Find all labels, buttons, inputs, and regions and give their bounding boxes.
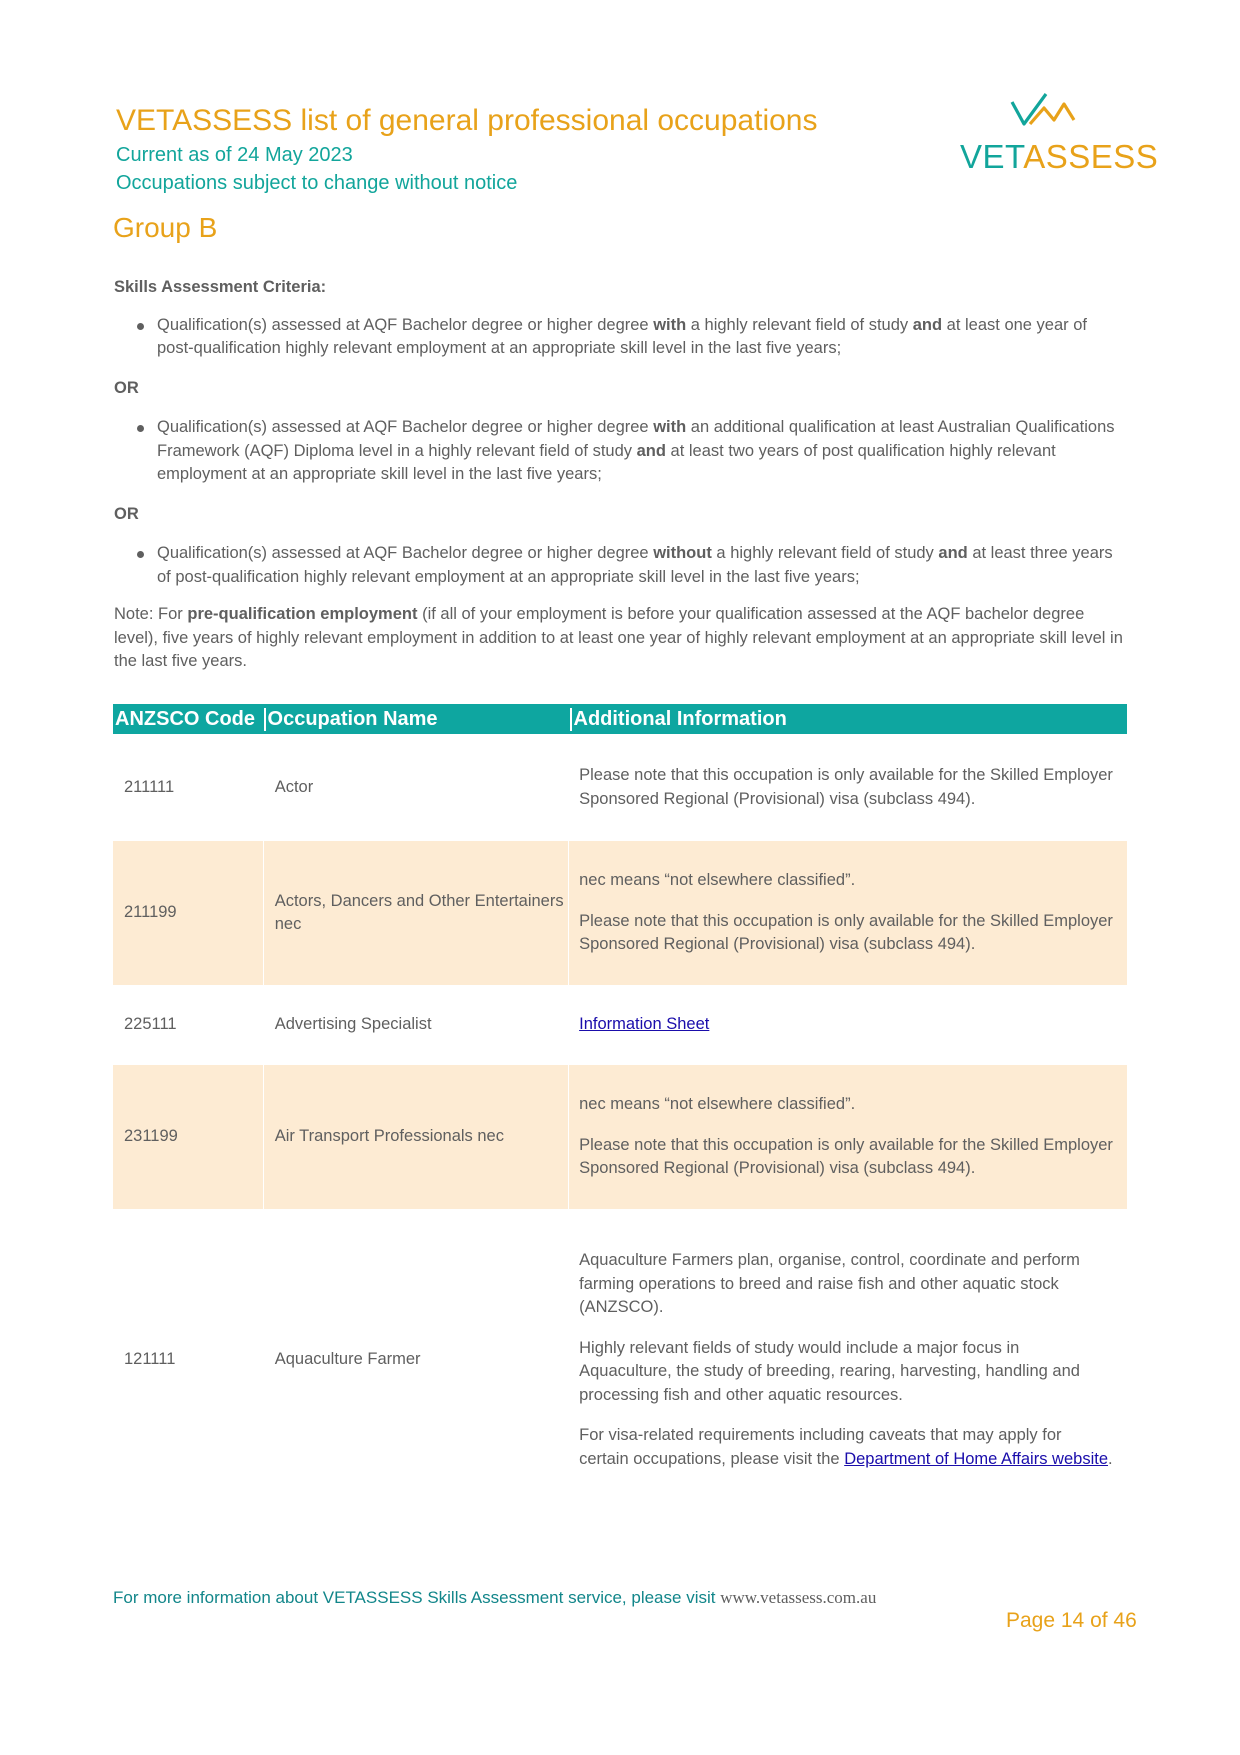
additional-info: nec means “not elsewhere classified”. Please note that this occupation is only available for the Skilled Employer Sponsored Regional (Provisional) visa (subclass 494). (568, 841, 1127, 985)
footer-website-link[interactable]: www.vetassess.com.au (720, 1588, 877, 1607)
header-additional-information: Additional Information (570, 708, 1127, 731)
occupation-table (113, 704, 1127, 1511)
occupation-name: Actor (263, 734, 568, 841)
criteria-option-3: Qualification(s) assessed at AQF Bachelor degree or higher degree without a highly relevant field of study and at least three years of post-qualification highly relevant employment at an appropriate skill level in the last five years; (157, 542, 1124, 589)
information-sheet-link[interactable]: Information Sheet (579, 1015, 710, 1034)
anzsco-code: 121111 (124, 1350, 176, 1369)
anzsco-code: 231199 (124, 1127, 178, 1146)
logo-vet-text: VET (960, 138, 1024, 175)
occupation-name: Aquaculture Farmer (263, 1209, 568, 1511)
skills-criteria (114, 276, 1124, 690)
anzsco-code: 211199 (124, 903, 177, 922)
table-row (113, 1065, 1127, 1209)
additional-info: nec means “not elsewhere classified”. Please note that this occupation is only available for the Skilled Employer Sponsored Regional (Provisional) visa (subclass 494). (568, 1065, 1127, 1209)
pre-qualification-note: Note: For pre-qualification employment (if all of your employment is before your qualification assessed at the AQF bachelor degree level), five years of highly relevant employment in addition to at least one year of highly relevant employment at an appropriate skill level in the last five years. (114, 605, 1123, 670)
table-row (113, 985, 1127, 1065)
change-notice: Occupations subject to change without notice (116, 172, 518, 194)
or-separator: OR (114, 378, 139, 397)
occupation-name: Actors, Dancers and Other Entertainers nec (263, 841, 568, 985)
or-separator: OR (114, 504, 139, 523)
criteria-option-1: Qualification(s) assessed at AQF Bachelor degree or higher degree with a highly relevant field of study and at least one year of post-qualification highly relevant employment at an appropriate skill level in the last five years; (157, 314, 1124, 361)
document-title: VETASSESS list of general professional occupations (116, 104, 818, 137)
vetassess-logo (960, 90, 1159, 175)
logo-assess-text: ASSESS (1023, 138, 1159, 175)
logo-check-icon (1010, 90, 1080, 136)
page-number: Page 14 of 46 (1006, 1609, 1137, 1632)
logo-wordmark (960, 138, 1158, 176)
header-occupation-name: Occupation Name (264, 708, 570, 731)
group-heading: Group B (113, 212, 218, 243)
anzsco-code: 211111 (124, 777, 175, 796)
occupation-name: Advertising Specialist (263, 985, 568, 1065)
additional-info: Aquaculture Farmers plan, organise, control, coordinate and perform farming operations to breed and raise fish and other aquatic stock (ANZSCO). Highly relevant fields of study would include a major focus in Aquaculture, the study of breeding, rearing, harvesting, handling and processing fish and other aquatic resources. For visa-related requirements including caveats that may apply for certain occupations, please visit the Department of Home Affairs website. (568, 1209, 1127, 1511)
footer-info: For more information about VETASSESS Skills Assessment service, please visit www.vetassess.com.au (113, 1588, 877, 1607)
additional-info (568, 985, 1127, 1065)
home-affairs-link[interactable]: Department of Home Affairs website (844, 1449, 1109, 1468)
current-date-note: Current as of 24 May 2023 (116, 144, 353, 166)
table-row (113, 1209, 1127, 1511)
table-row (113, 841, 1127, 985)
criteria-label: Skills Assessment Criteria: (114, 278, 327, 296)
anzsco-code: 225111 (124, 1015, 177, 1034)
table-row (113, 734, 1127, 841)
header-anzsco-code: ANZSCO Code (115, 707, 255, 730)
table-header (113, 704, 1127, 734)
additional-info: Please note that this occupation is only available for the Skilled Employer Sponsored Regional (Provisional) visa (subclass 494). (568, 734, 1127, 841)
occupation-name: Air Transport Professionals nec (263, 1065, 568, 1209)
criteria-option-2: Qualification(s) assessed at AQF Bachelor degree or higher degree with an additional qualification at least Australian Qualifications Framework (AQF) Diploma level in a highly relevant field of study and at least two years of post qualification highly relevant employment at an appropriate skill level in the last five years; (157, 416, 1124, 487)
